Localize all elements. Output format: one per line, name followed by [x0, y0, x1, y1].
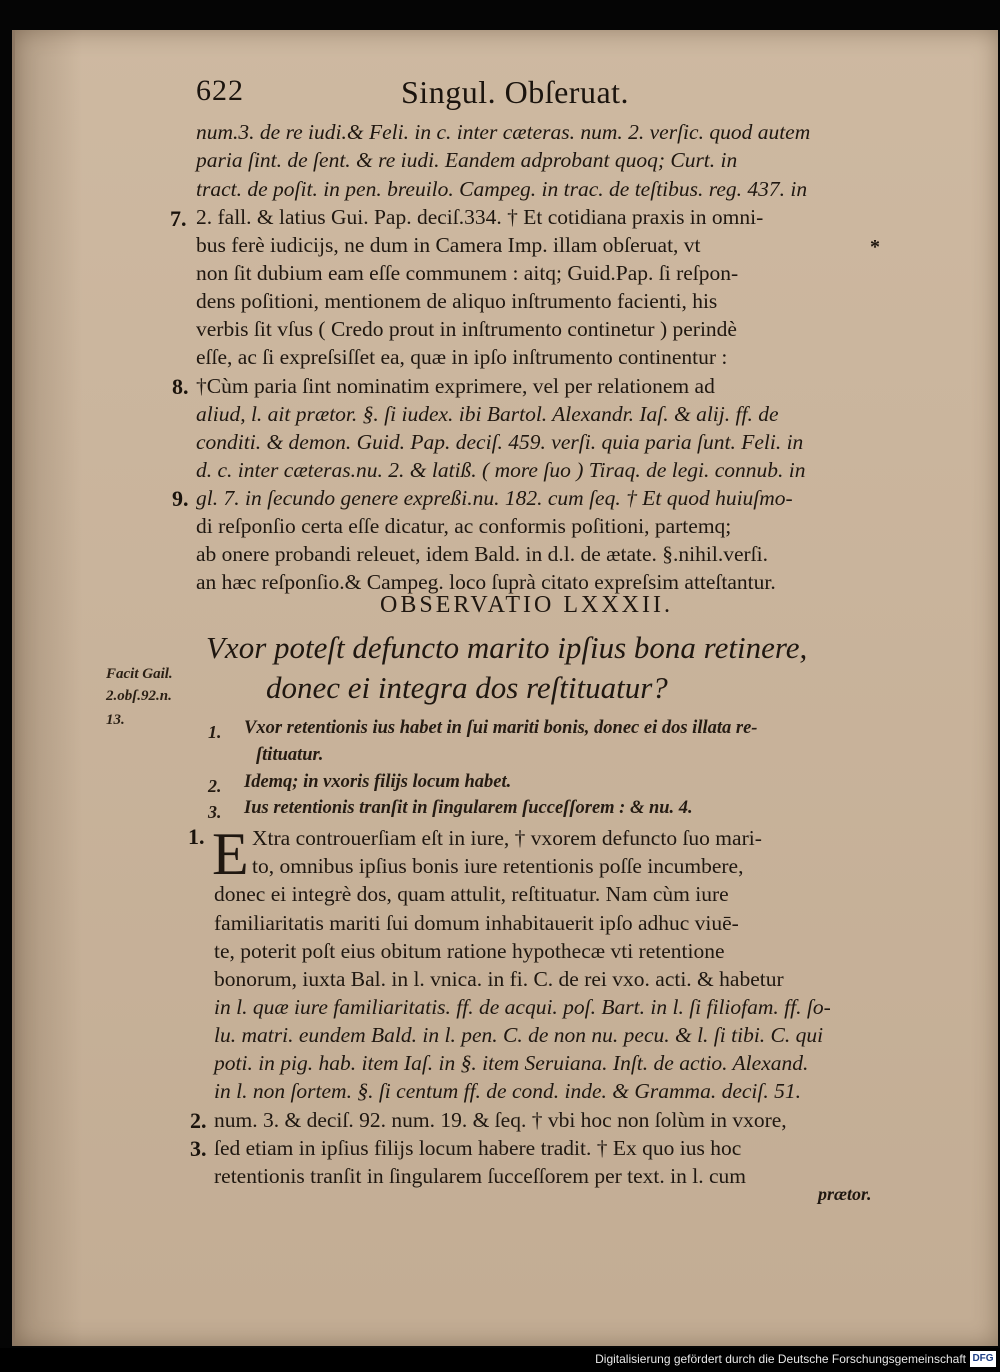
body-line: in l. non ſortem. §. ſi centum ff. de cond. inde. & Gramma. deciſ. 51. [214, 1079, 801, 1103]
text-line: an hæc reſponſio.& Campeg. loco ſuprà citato expreſsim atteſtantur. [196, 570, 776, 594]
catchword: prætor. [818, 1184, 872, 1204]
page-header [196, 74, 666, 118]
observation-heading: OBSERVATIO LXXXII. [380, 592, 673, 618]
question-line: donec ei integra dos reſtituatur? [266, 670, 668, 705]
text-line: gl. 7. in ſecundo genere expreßi.nu. 182. cum ſeq. † Et quod huiuſmo- [196, 486, 793, 510]
drop-cap: E [212, 821, 249, 887]
text-line: verbis ſit vſus ( Credo prout in inſtrumento continetur ) perindè [196, 317, 737, 341]
asterisk-mark: * [870, 236, 880, 258]
body-line: in l. quæ iure familiaritatis. ff. de acqui. poſ. Bart. in l. ſi filiofam. ff. ſo- [214, 995, 831, 1019]
footer-bar [0, 1348, 1000, 1372]
margin-number: 3. [190, 1136, 207, 1161]
summary-line: Ius retentionis tranſit in ſingularem ſucceſſorem : & nu. 4. [244, 798, 693, 818]
body-line: ſed etiam in ipſius filijs locum habere tradit. † Ex quo ius hoc [214, 1136, 742, 1160]
dfg-logo-icon[interactable]: DFG [970, 1351, 996, 1367]
body-line: te, poterit poſt eius obitum ratione hypothecæ vti retentione [214, 939, 725, 963]
margin-number: 1. [188, 824, 205, 849]
summary-number: 2. [208, 776, 222, 796]
page-number: 622 [196, 74, 244, 107]
text-line: tract. de poſit. in pen. breuilo. Campeg. in trac. de teſtibus. reg. 437. in [196, 177, 808, 201]
text-line: num.3. de re iudi.& Feli. in c. inter cæteras. num. 2. verſic. quod autem [196, 120, 811, 144]
body-line: donec ei integrè dos, quam attulit, reſtituatur. Nam cùm iure [214, 882, 729, 906]
margin-number: 8. [172, 374, 189, 399]
margin-number: 2. [190, 1108, 207, 1133]
body-line: num. 3. & deciſ. 92. num. 19. & ſeq. † vbi hoc non ſolùm in vxore, [214, 1108, 787, 1132]
summary-number: 3. [208, 802, 222, 822]
margin-number: 7. [170, 206, 187, 231]
text-line: ab onere probandi releuet, idem Bald. in d.l. de ætate. §.nihil.verſi. [196, 542, 768, 566]
body-line: retentionis tranſit in ſingularem ſucceſſorem per text. in l. cum [214, 1164, 746, 1188]
page-edge [12, 30, 15, 1346]
margin-note: 2.obſ.92.n. [106, 688, 172, 704]
body-line: to, omnibus ipſius bonis iure retentionis poſſe incumbere, [252, 854, 744, 878]
running-title: Singul. Obſeruat. [401, 74, 630, 110]
summary-line: ſtituatur. [256, 745, 324, 765]
summary-line: Idemq; in vxoris filijs locum habet. [244, 772, 512, 792]
text-line: di reſponſio certa eſſe dicatur, ac conformis poſitioni, partemq; [196, 514, 732, 538]
text-line: paria ſint. de ſent. & re iudi. Eandem adprobant quoq; Curt. in [196, 148, 738, 172]
text-line: dens poſitioni, mentionem de aliquo inſtrumento facienti, his [196, 289, 718, 313]
text-line: aliud, l. ait prætor. §. ſi iudex. ibi Bartol. Alexandr. Iaſ. & alij. ff. de [196, 402, 779, 426]
margin-note: Facit Gail. [106, 666, 173, 682]
body-line: familiaritatis mariti ſui domum inhabitauerit ipſo adhuc viuē- [214, 911, 739, 935]
question-line: Vxor poteſt defuncto marito ipſius bona retinere, [206, 630, 808, 665]
body-line: lu. matri. eundem Bald. in l. pen. C. de non nu. pecu. & l. ſi tibi. C. qui [214, 1023, 824, 1047]
text-line: †Cùm paria ſint nominatim exprimere, vel per relationem ad [196, 374, 715, 398]
margin-note: 13. [106, 712, 125, 728]
body-line: poti. in pig. hab. item Iaſ. in §. item Seruiana. Inſt. de actio. Alexand. [214, 1051, 809, 1075]
text-line: d. c. inter cæteras.nu. 2. & latiß. ( more ſuo ) Tiraq. de legi. connub. in [196, 458, 806, 482]
text-line: non ſit dubium eam eſſe communem : aitq; Guid.Pap. ſi reſpon- [196, 261, 739, 285]
text-line: eſſe, ac ſi expreſsiſſet ea, quæ in ipſo inſtrumento continentur : [196, 345, 728, 369]
margin-number: 9. [172, 486, 189, 511]
summary-line: Vxor retentionis ius habet in ſui mariti bonis, donec ei dos illata re- [244, 718, 758, 738]
funding-credit: Digitalisierung gefördert durch die Deutsche Forschungsgemeinschaft [595, 1352, 966, 1366]
summary-number: 1. [208, 722, 222, 742]
body-line: bonorum, iuxta Bal. in l. vnica. in fi. C. de rei vxo. acti. & habetur [214, 967, 784, 991]
text-line: 2. fall. & latius Gui. Pap. deciſ.334. † Et cotidiana praxis in omni- [196, 205, 764, 229]
text-line: conditi. & demon. Guid. Pap. deciſ. 459. verſi. quia paria ſunt. Feli. in [196, 430, 804, 454]
text-line: bus ferè iudicijs, ne dum in Camera Imp. illam obſeruat, vt [196, 233, 701, 257]
body-line: Xtra controuerſiam eſt in iure, † vxorem defuncto ſuo mari- [252, 826, 762, 850]
